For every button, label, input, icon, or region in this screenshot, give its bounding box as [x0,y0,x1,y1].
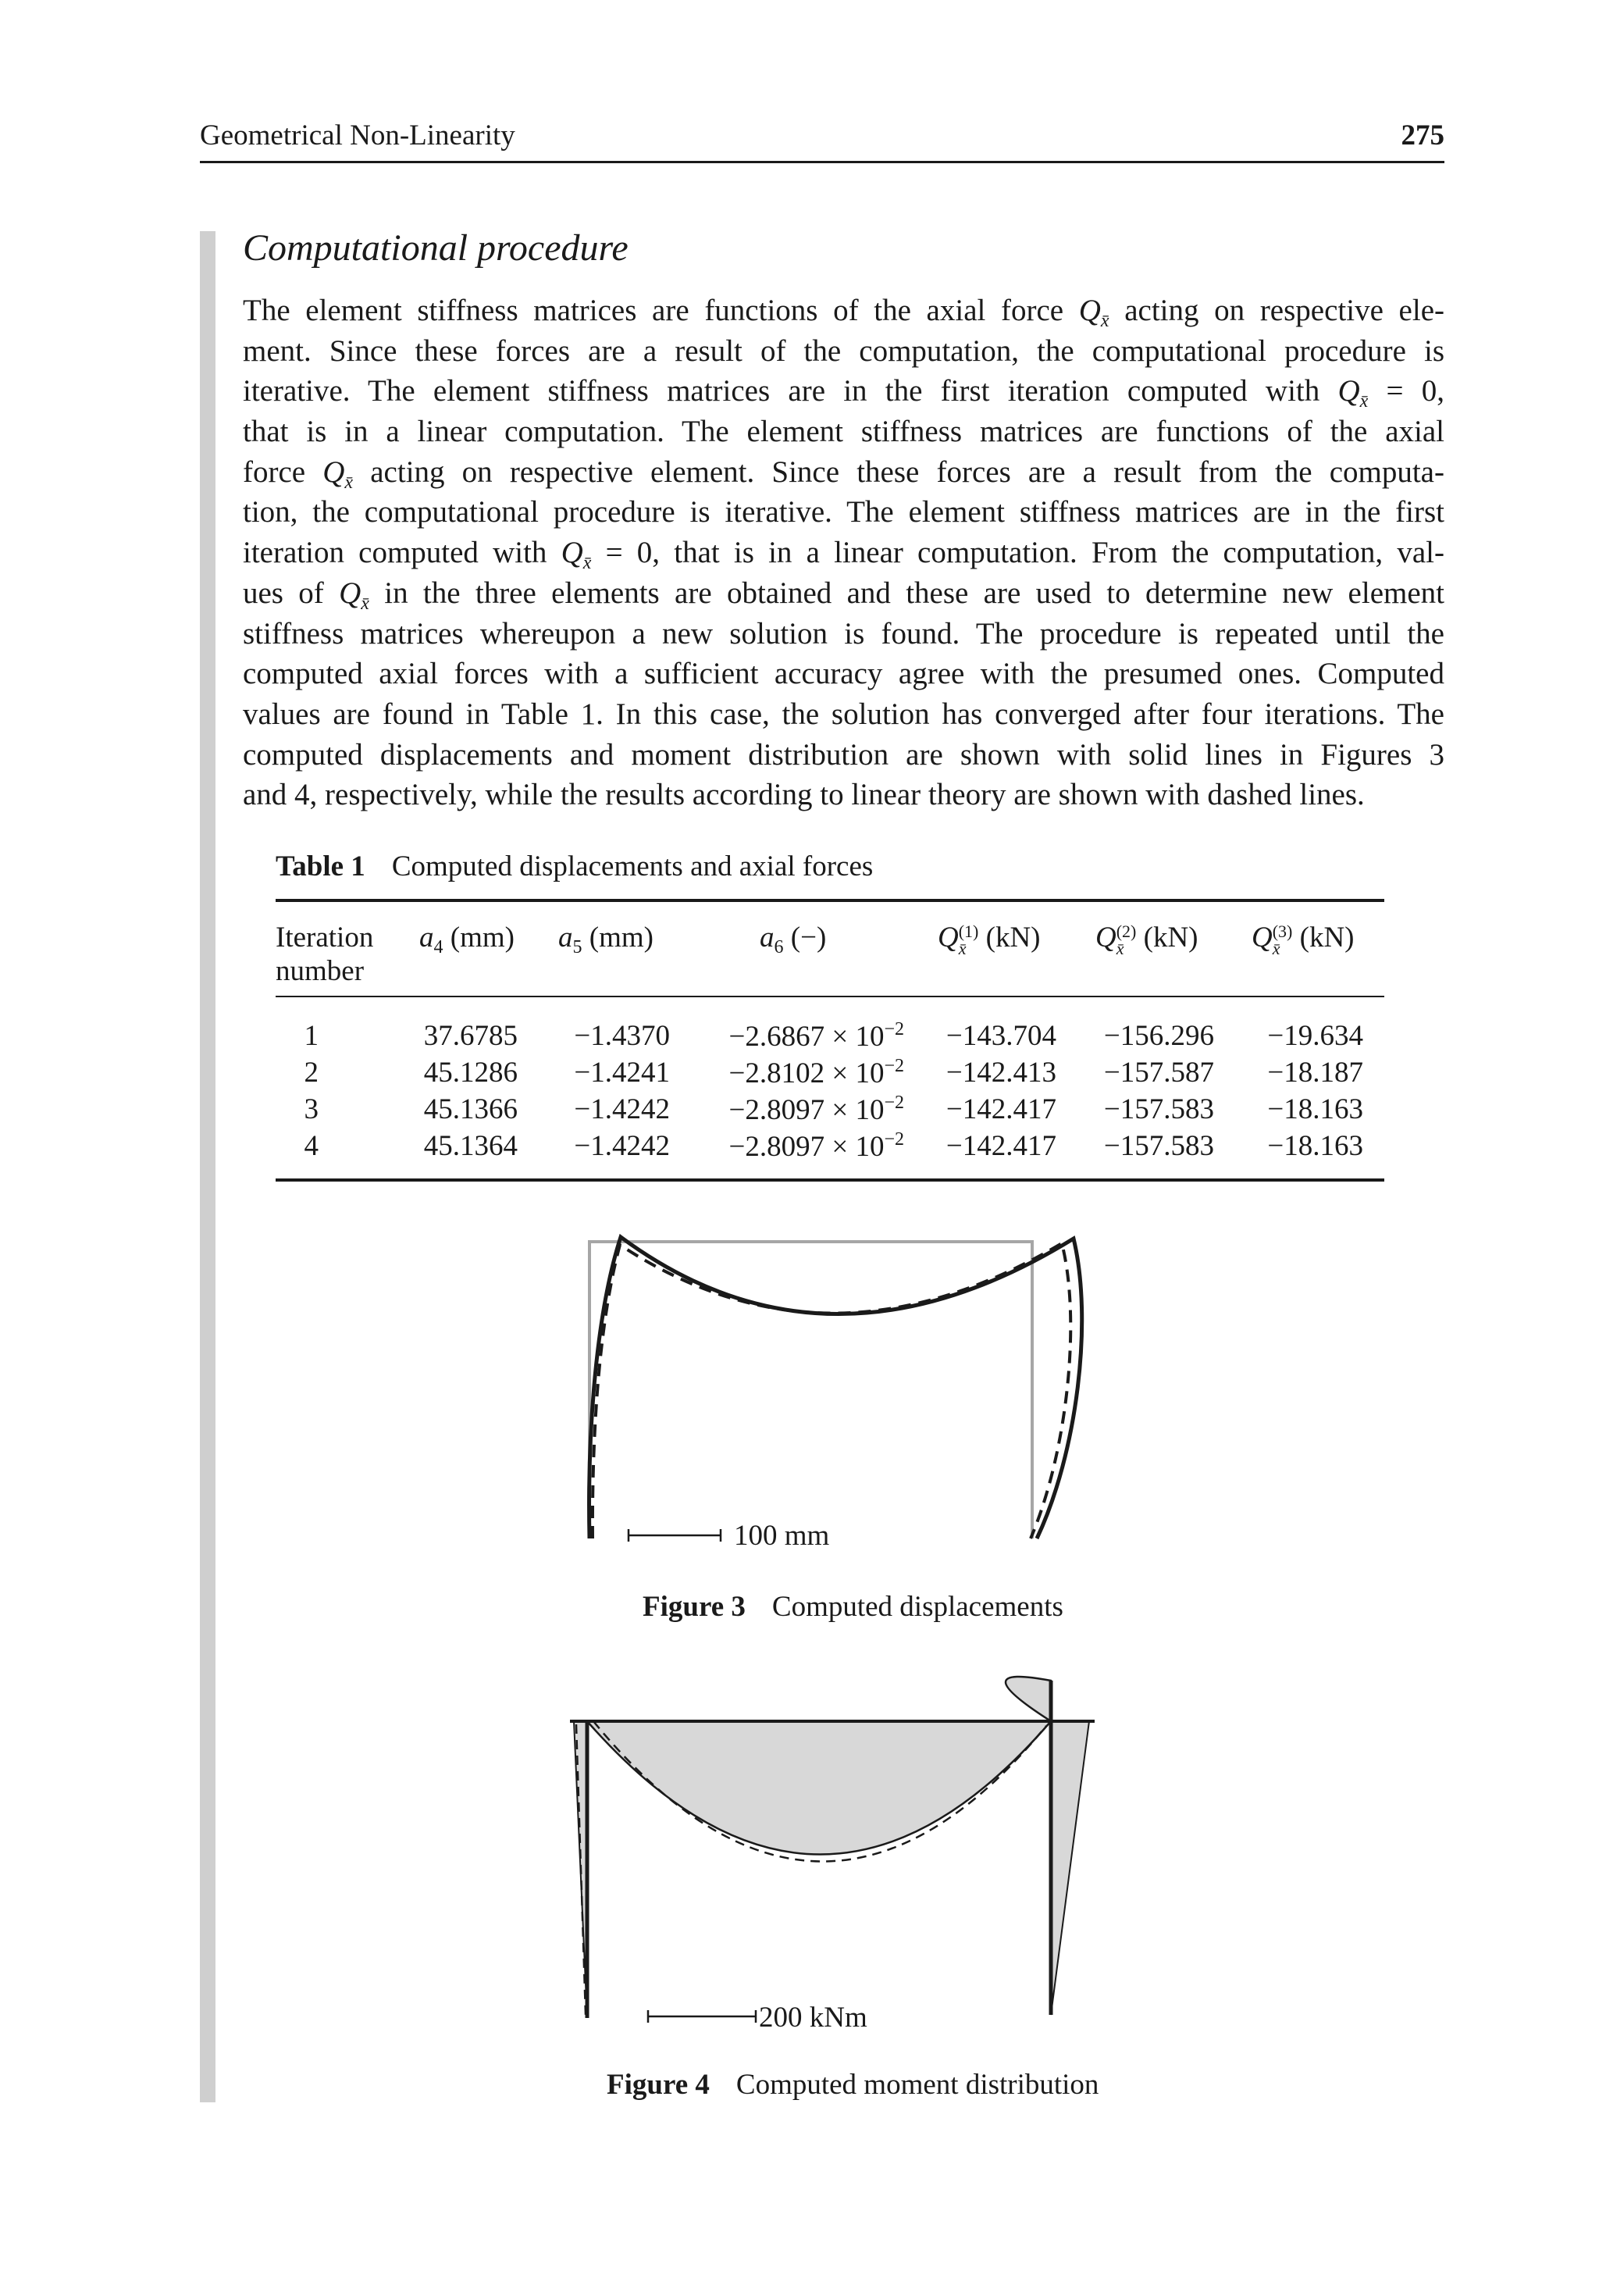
paragraph-line [243,775,1444,815]
paragraph-text: values are found in Table 1. In this case, the solution has converged after four iterations. The [243,697,1444,731]
figure-4-label: Figure 4 [607,2069,710,2101]
table-cell-q2: −157.583 [1103,1130,1214,1162]
header-a4: $a_4$ (mm) [419,922,515,957]
paragraph-text: that is in a linear computation. The element stiffness matrices are functions of the axial [243,415,1444,449]
table-cell-a6: $-2.6867 \times 10^{-2}$ [728,1019,904,1053]
paragraph-text: acting on respective ele- [1109,294,1444,327]
table-cell-n: 3 [304,1093,319,1125]
table-cell-a5: −1.4370 [574,1020,670,1052]
paragraph-line [243,412,1444,452]
moment-area-beam [587,1721,1051,1855]
table-cell-q1: −142.413 [946,1057,1056,1089]
table-cell-a4: 37.6785 [423,1020,518,1052]
table-cell-q1: −142.417 [946,1093,1056,1125]
scale-bar-200knm [648,2002,867,2034]
scale-label-200knm: 200 kNm [759,2002,867,2034]
undeformed-frame [589,1242,1032,1538]
table-cell-q2: −157.583 [1103,1093,1214,1125]
paragraph-text: ment. Since these forces are a result of the computation, the computational procedure is [243,333,1444,368]
paragraph-text: The element stiffness matrices are functions of the axial force [243,294,1079,327]
paragraph-text: tion, the computational procedure is iterative. The element stiffness matrices are in the first [243,495,1444,529]
page-number: 275 [1401,119,1444,152]
table-bottom-rule [276,1178,1384,1182]
paragraph-line [243,331,1444,372]
paragraph-text: computed displacements and moment distribution are shown with solid lines in Figures 3 [243,737,1444,772]
table-cell-a6: $-2.8097 \times 10^{-2}$ [728,1093,904,1126]
table-cell-a5: −1.4241 [574,1057,670,1089]
table-header [276,902,1384,996]
table-cell-q2: −157.587 [1103,1057,1214,1089]
header-q3: Q(3) x̄ (kN) [1252,921,1355,958]
paragraph-line [243,371,1444,412]
paragraph-line [243,452,1444,493]
figure-4-caption [607,2068,1099,2102]
axial-force-symbol: $Q_{x̄}$ [322,455,354,493]
table-cell-a5: −1.4242 [574,1130,670,1162]
paragraph-line [243,654,1444,694]
paragraph-text: in the three elements are obtained and these are used to determine new element [369,576,1444,610]
table-cell-q3: −19.634 [1267,1020,1363,1052]
header-q1: Q(1) x̄ (kN) [938,921,1041,958]
table-row [276,1093,1384,1129]
figure-4-moment-distribution [570,1671,1116,2038]
table-row [276,1056,1384,1093]
paragraph-line [243,291,1444,331]
header-a5: $a_5$ (mm) [558,922,653,957]
nonlinear-deformed-shape [589,1237,1082,1538]
header-q2: Q(2) x̄ (kN) [1095,921,1198,958]
paragraph-line [243,533,1444,573]
header-iteration: Iteration number [276,922,374,987]
axial-force-symbol: $Q_{x̄}$ [561,536,592,574]
paragraph-text: = 0, [1368,374,1444,408]
paragraph-text: and 4, respectively, while the results according to linear theory are shown with dashed lines. [243,778,1365,812]
table-caption [276,850,873,883]
table-label: Table 1 [276,850,365,882]
figure-3-label: Figure 3 [643,1591,746,1623]
paragraph-text: iterative. The element stiffness matrices are in the first iteration computed with [243,374,1338,408]
moment-area-right-corner [1006,1677,1051,1721]
table-cell-q1: −142.417 [946,1130,1056,1162]
axial-force-symbol: $Q_{x̄}$ [339,576,369,614]
paragraph-line [243,735,1444,775]
margin-bar [200,231,215,2102]
paragraph-line [243,492,1444,533]
table-cell-q3: −18.187 [1267,1057,1363,1089]
table-row [276,1019,1384,1056]
figure-3-caption [643,1590,1063,1624]
figure-3-displacements [570,1226,1116,1562]
figure-4-caption-text: Computed moment distribution [735,2069,1099,2101]
running-title: Geometrical Non-Linearity [200,119,515,152]
linear-deformed-shape [593,1243,1070,1538]
table-cell-n: 2 [304,1057,319,1089]
paragraph-text: ues of [243,576,340,610]
table-cell-a6: $-2.8097 \times 10^{-2}$ [728,1129,904,1163]
table-cell-n: 1 [304,1020,319,1052]
table-cell-a4: 45.1366 [423,1093,518,1125]
paragraph-text: = 0, that is in a linear computation. From the computation, val- [591,536,1444,570]
moment-area-right-column [1051,1721,1089,2015]
paragraph-line [243,694,1444,735]
scale-bar-100mm [629,1520,830,1552]
table-cell-q2: −156.296 [1103,1020,1214,1052]
table-body [276,997,1384,1178]
table-cell-n: 4 [304,1130,319,1162]
paragraph-line [243,614,1444,654]
table-cell-a6: $-2.8102 \times 10^{-2}$ [728,1056,904,1089]
header-a6: $a_6$ (−) [760,922,827,957]
table-row [276,1129,1384,1166]
table-cell-q3: −18.163 [1267,1093,1363,1125]
scale-label-100mm: 100 mm [734,1520,830,1552]
paragraph-line [243,573,1444,614]
table-cell-a4: 45.1286 [423,1057,518,1089]
axial-force-symbol: $Q_{x̄}$ [1078,294,1109,331]
paragraph-text: acting on respective element. Since these forces are a result from the computa- [353,455,1444,489]
table-caption-text: Computed displacements and axial forces [391,850,874,882]
axial-force-symbol: $Q_{x̄}$ [1337,374,1369,412]
table-cell-q3: −18.163 [1267,1130,1363,1162]
section-title: Computational procedure [243,227,629,269]
paragraph-text: computed axial forces with a sufficient accuracy agree with the presumed ones. Computed [243,657,1444,691]
table-cell-a4: 45.1364 [423,1130,518,1162]
data-table [276,899,1384,1182]
table-cell-q1: −143.704 [946,1020,1056,1052]
paragraph-text: iteration computed with [243,536,561,570]
paragraph-text: stiffness matrices whereupon a new solution is found. The procedure is repeated until the [243,616,1444,651]
figure-3-caption-text: Computed displacements [771,1591,1063,1623]
body-paragraph [243,291,1444,815]
table-cell-a5: −1.4242 [574,1093,670,1125]
running-head [200,117,1444,163]
paragraph-text: force [243,455,323,489]
